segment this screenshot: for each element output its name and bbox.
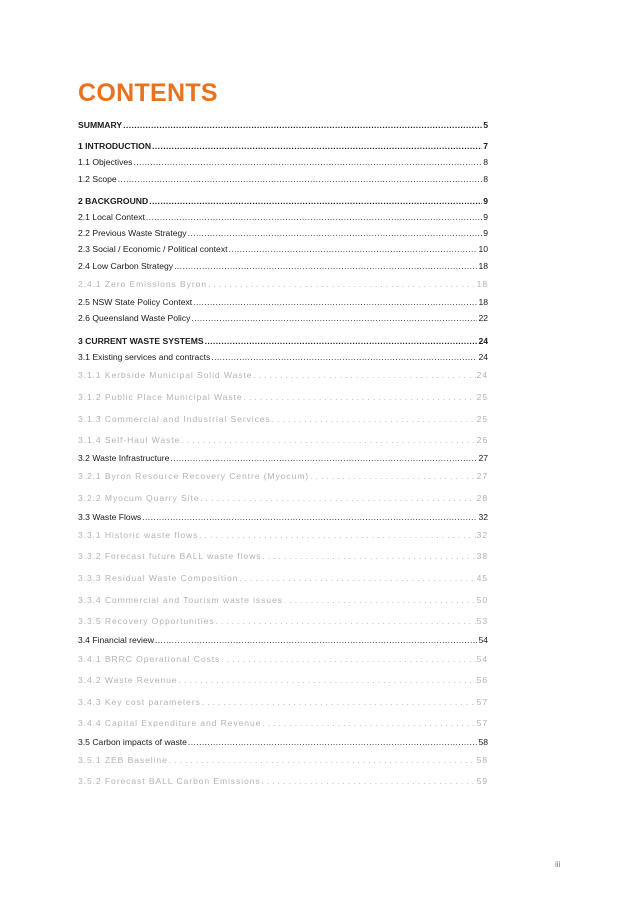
- toc-entry[interactable]: [78, 654, 488, 665]
- toc-entry[interactable]: [78, 737, 488, 748]
- toc-leader: [244, 392, 476, 403]
- toc-entry-title: 2.3 Social / Economic / Political context: [78, 244, 228, 254]
- toc-entry[interactable]: [78, 244, 488, 255]
- toc-entry-title: 3.3.5 Recovery Opportunities: [78, 616, 215, 626]
- toc-entry-title: 2.6 Queensland Waste Policy: [78, 313, 191, 323]
- toc-entry-title: SUMMARY: [78, 120, 123, 130]
- toc-entry-page: 24: [478, 352, 488, 362]
- toc-entry-title: 3.4 Financial review: [78, 635, 154, 645]
- toc-leader: [208, 279, 476, 290]
- toc-entry-title: 3.3.3 Residual Waste Composition: [78, 573, 239, 583]
- toc-leader: [193, 297, 477, 308]
- toc-entry-title: 3.3.2 Forecast future BALL waste flows: [78, 551, 262, 561]
- toc-entry-page: 9: [483, 196, 488, 206]
- toc-entry-title: 3.4.1 BRRC Operational Costs: [78, 654, 221, 664]
- toc-leader: [174, 261, 477, 272]
- toc-leader: [199, 530, 475, 541]
- toc-entry-title: 2.2 Previous Waste Strategy: [78, 228, 187, 238]
- toc-leader: [262, 718, 475, 729]
- toc-leader: [149, 196, 482, 207]
- toc-entry-title: 1.2 Scope: [78, 174, 117, 184]
- toc-entry-title: 3.4.2 Waste Revenue: [78, 675, 178, 685]
- toc-leader: [142, 512, 477, 523]
- toc-leader: [170, 453, 477, 464]
- toc-leader: [200, 493, 475, 504]
- toc-leader: [169, 755, 476, 766]
- toc-leader: [221, 654, 475, 665]
- toc-entry-title: 1 INTRODUCTION: [78, 141, 152, 151]
- toc-entry[interactable]: [78, 370, 488, 381]
- toc-leader: [262, 776, 476, 787]
- toc-entry-page: 8: [483, 174, 488, 184]
- toc-entry-title: 3.1.4 Self-Haul Waste: [78, 435, 181, 445]
- toc-entry[interactable]: [78, 453, 488, 464]
- toc-leader: [123, 120, 482, 131]
- toc-entry-page: 58: [478, 737, 488, 747]
- toc-entry[interactable]: [78, 336, 488, 347]
- toc-entry[interactable]: [78, 435, 488, 446]
- toc-leader: [310, 471, 476, 482]
- toc-entry-page: 50: [476, 595, 488, 605]
- toc-entry-page: 24: [476, 370, 488, 380]
- toc-entry-page: 32: [478, 512, 488, 522]
- toc-entry[interactable]: [78, 352, 488, 363]
- toc-entry[interactable]: [78, 228, 488, 239]
- toc-entry-page: 58: [476, 755, 488, 765]
- toc-entry-page: 8: [483, 157, 488, 167]
- toc-entry-page: 28: [476, 493, 488, 503]
- toc-entry-page: 18: [478, 261, 488, 271]
- toc-entry-page: 18: [476, 279, 488, 289]
- toc-entry-page: 22: [478, 313, 488, 323]
- toc-entry-title: 3.5 Carbon impacts of waste: [78, 737, 187, 747]
- toc-entry-page: 53: [476, 616, 488, 626]
- toc-entry-page: 10: [478, 244, 488, 254]
- toc-entry-page: 54: [478, 635, 488, 645]
- toc-leader: [211, 352, 477, 363]
- toc-entry[interactable]: [78, 616, 488, 627]
- toc-leader: [191, 313, 477, 324]
- toc-entry[interactable]: [78, 279, 488, 290]
- toc-leader: [284, 595, 476, 606]
- toc-entry-page: 56: [476, 675, 488, 685]
- toc-entry-title: 3.4.4 Capital Expenditure and Revenue: [78, 718, 262, 728]
- toc-entry[interactable]: [78, 573, 488, 584]
- toc-entry[interactable]: [78, 551, 488, 562]
- toc-entry-title: 3.1.1 Kerbside Municipal Solid Waste: [78, 370, 253, 380]
- toc-entry-page: 24: [478, 336, 488, 346]
- toc-entry-title: 3.2 Waste Infrastructure: [78, 453, 170, 463]
- toc-entry-page: 25: [476, 414, 488, 424]
- toc-leader: [152, 141, 482, 152]
- toc-entry[interactable]: [78, 635, 488, 646]
- toc-entry[interactable]: [78, 141, 488, 152]
- toc-entry-title: 3.1 Existing services and contracts: [78, 352, 211, 362]
- toc-entry-page: 26: [476, 435, 488, 445]
- toc-entry[interactable]: [78, 261, 488, 272]
- toc-leader: [216, 616, 476, 627]
- toc-entry[interactable]: [78, 196, 488, 207]
- toc-leader: [146, 212, 482, 223]
- toc-entry-page: 25: [476, 392, 488, 402]
- toc-entry[interactable]: [78, 212, 488, 223]
- toc-entry-page: 57: [476, 697, 488, 707]
- toc-entry-title: 2.5 NSW State Policy Context: [78, 297, 193, 307]
- toc-leader: [118, 174, 483, 185]
- toc-entry[interactable]: [78, 512, 488, 523]
- toc-entry[interactable]: [78, 313, 488, 324]
- toc-entry-page: 45: [476, 573, 488, 583]
- toc-entry-page: 32: [476, 530, 488, 540]
- toc-entry-page: 57: [476, 718, 488, 728]
- toc-leader: [188, 228, 483, 239]
- toc-leader: [155, 635, 477, 646]
- toc-entry-title: 2.4 Low Carbon Strategy: [78, 261, 174, 271]
- toc-entry[interactable]: [78, 297, 488, 308]
- toc-entry[interactable]: [78, 174, 488, 185]
- toc-entry[interactable]: [78, 471, 488, 482]
- toc-leader: [229, 244, 478, 255]
- toc-entry-title: 2.1 Local Context: [78, 212, 145, 222]
- toc-entry-title: 3.5.1 ZEB Baseline: [78, 755, 168, 765]
- toc-entry-page: 5: [483, 120, 488, 130]
- toc-entry-title: 1.1 Objectives: [78, 157, 133, 167]
- toc-entry-title: 3 CURRENT WASTE SYSTEMS: [78, 336, 204, 346]
- toc-leader: [181, 435, 475, 446]
- toc-entry[interactable]: [78, 530, 488, 541]
- toc-leader: [205, 336, 478, 347]
- toc-entry-title: 3.2.1 Byron Resource Recovery Centre (Myocum): [78, 471, 310, 481]
- toc-entry[interactable]: [78, 595, 488, 606]
- page-number: iii: [555, 860, 561, 869]
- toc-entry-page: 7: [483, 141, 488, 151]
- toc-entry-title: 2 BACKGROUND: [78, 196, 149, 206]
- toc-entry-title: 3.4.3 Key cost parameters: [78, 697, 201, 707]
- toc-entry[interactable]: [78, 414, 488, 425]
- toc-leader: [188, 737, 478, 748]
- toc-entry-page: 18: [478, 297, 488, 307]
- toc-entry-page: 9: [483, 228, 488, 238]
- toc-entry-page: 9: [483, 212, 488, 222]
- toc-entry-title: 3.2.2 Myocum Quarry Site: [78, 493, 200, 503]
- toc-entry-title: 3.1.2 Public Place Municipal Waste: [78, 392, 243, 402]
- toc-entry[interactable]: [78, 392, 488, 403]
- toc-leader: [253, 370, 475, 381]
- toc-leader: [239, 573, 475, 584]
- toc-entry-page: 27: [476, 471, 488, 481]
- toc-entry-page: 54: [476, 654, 488, 664]
- toc-entry[interactable]: [78, 493, 488, 504]
- toc-entry[interactable]: [78, 157, 488, 168]
- toc-entry-title: 3.3.4 Commercial and Tourism waste issues: [78, 595, 283, 605]
- toc-entry-title: 3.5.2 Forecast BALL Carbon Emissions: [78, 776, 261, 786]
- toc-entry[interactable]: [78, 718, 488, 729]
- toc-entry-page: 59: [476, 776, 488, 786]
- toc-entry-title: 3.3 Waste Flows: [78, 512, 142, 522]
- toc-entry[interactable]: [78, 697, 488, 708]
- toc-entry-title: 2.4.1 Zero Emissions Byron: [78, 279, 207, 289]
- toc-entry[interactable]: [78, 776, 488, 787]
- toc-leader: [262, 551, 475, 562]
- toc-entry-page: 38: [476, 551, 488, 561]
- toc-entry-title: 3.3.1 Historic waste flows: [78, 530, 199, 540]
- toc-leader: [178, 675, 475, 686]
- toc-leader: [202, 697, 476, 708]
- toc-entry[interactable]: [78, 675, 488, 686]
- toc-entry-title: 3.1.3 Commercial and Industrial Services: [78, 414, 271, 424]
- toc-entry[interactable]: [78, 755, 488, 766]
- toc-leader: [272, 414, 476, 425]
- toc-entry[interactable]: [78, 120, 488, 131]
- toc-entry-page: 27: [478, 453, 488, 463]
- toc-leader: [133, 157, 482, 168]
- page-title: CONTENTS: [78, 79, 218, 107]
